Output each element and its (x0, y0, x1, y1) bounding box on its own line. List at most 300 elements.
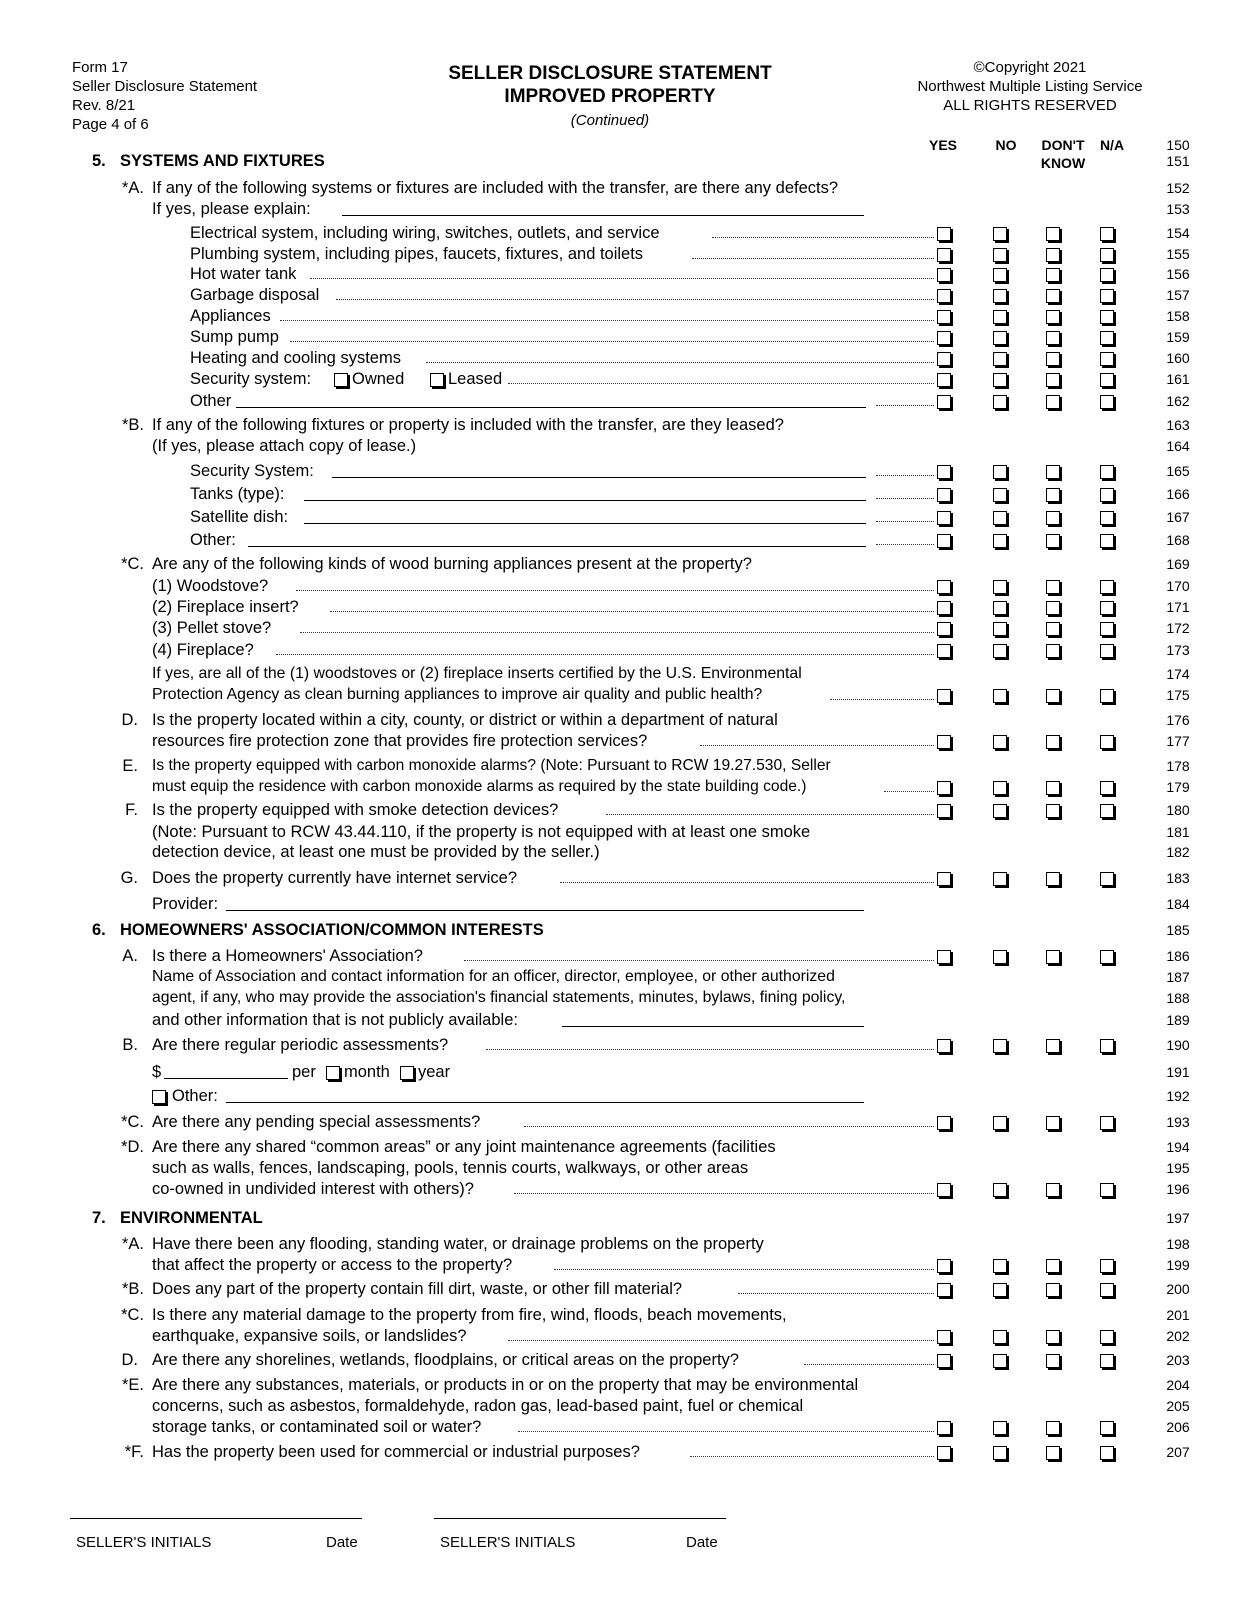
line-number: 207 (1166, 1444, 1190, 1460)
line-number: 151 (1166, 153, 1190, 169)
col-yes: YES (928, 137, 957, 153)
seller-initials-label-2: SELLER'S INITIALS (440, 1534, 576, 1551)
line-number: 166 (1166, 486, 1190, 502)
question-text: Does any part of the property contain fill dirt, waste, or other fill material? (152, 1280, 683, 1298)
dont-know-checkbox[interactable] (1046, 601, 1060, 615)
question-note: (If yes, please attach copy of lease.) (152, 437, 417, 455)
organization: Northwest Multiple Listing Service (917, 78, 1143, 95)
title-line-1: SELLER DISCLOSURE STATEMENT (448, 63, 772, 84)
na-checkbox[interactable] (1100, 1116, 1114, 1130)
na-checkbox[interactable] (1100, 689, 1114, 703)
na-checkbox[interactable] (1100, 1283, 1114, 1297)
line-number: 198 (1166, 1236, 1190, 1252)
form-name: Seller Disclosure Statement (72, 78, 258, 95)
leader-dots (876, 483, 934, 499)
question-7f (0, 1441, 1252, 1463)
na-checkbox[interactable] (1100, 268, 1114, 282)
line-number: 171 (1166, 599, 1190, 615)
item-leased-tanks (0, 483, 1252, 505)
section-5-heading (0, 150, 1252, 172)
no-checkbox[interactable] (993, 534, 1007, 548)
na-checkbox[interactable] (1100, 227, 1114, 241)
dont-know-checkbox[interactable] (1046, 580, 1060, 594)
year-checkbox[interactable] (400, 1066, 414, 1080)
na-checkbox[interactable] (1100, 735, 1114, 749)
yes-checkbox[interactable] (937, 534, 951, 548)
na-checkbox[interactable] (1100, 352, 1114, 366)
dont-know-checkbox[interactable] (1046, 1354, 1060, 1368)
dont-know-checkbox[interactable] (1046, 1183, 1060, 1197)
dont-know-checkbox[interactable] (1046, 1039, 1060, 1053)
question-text: storage tanks, or contaminated soil or water? (152, 1418, 482, 1436)
section-number: 7. (92, 1209, 106, 1227)
seller-initials-line-1[interactable] (70, 1518, 362, 1519)
question-text: Are any of the following kinds of wood burning appliances present at the property? (152, 555, 752, 573)
no-checkbox[interactable] (993, 1116, 1007, 1130)
item-label: Plumbing system, including pipes, faucets, fixtures, and toilets (190, 245, 644, 263)
no-checkbox[interactable] (993, 689, 1007, 703)
dont-know-checkbox[interactable] (1046, 1446, 1060, 1460)
yes-checkbox[interactable] (937, 289, 951, 303)
leased-checkbox[interactable] (430, 373, 444, 387)
no-checkbox[interactable] (993, 373, 1007, 387)
dont-know-checkbox[interactable] (1046, 1330, 1060, 1344)
item-security-system (0, 368, 1252, 390)
question-5e (0, 755, 1252, 777)
no-checkbox[interactable] (993, 1039, 1007, 1053)
na-checkbox[interactable] (1100, 950, 1114, 964)
no-checkbox[interactable] (993, 735, 1007, 749)
yes-checkbox[interactable] (937, 622, 951, 636)
dont-know-checkbox[interactable] (1046, 534, 1060, 548)
line-number: 159 (1166, 329, 1190, 345)
line-number: 177 (1166, 733, 1190, 749)
na-checkbox[interactable] (1100, 331, 1114, 345)
line-number: 164 (1166, 438, 1190, 454)
leader-dots (830, 684, 934, 700)
yes-checkbox[interactable] (937, 601, 951, 615)
item-label: Security System: (190, 462, 314, 480)
dont-know-checkbox[interactable] (1046, 310, 1060, 324)
yes-checkbox[interactable] (937, 1446, 951, 1460)
yes-checkbox[interactable] (937, 373, 951, 387)
line-number: 152 (1166, 180, 1190, 196)
item-fireplace (0, 639, 1252, 661)
item-leased-security (0, 460, 1252, 482)
item-heating-cooling (0, 347, 1252, 369)
item-woodstove (0, 575, 1252, 597)
na-checkbox[interactable] (1100, 395, 1114, 409)
no-checkbox[interactable] (993, 331, 1007, 345)
line-number: 203 (1166, 1352, 1190, 1368)
na-checkbox[interactable] (1100, 1421, 1114, 1435)
other-checkbox[interactable] (152, 1090, 166, 1104)
leader-dots (518, 1416, 934, 1432)
yes-checkbox[interactable] (937, 781, 951, 795)
no-checkbox[interactable] (993, 1421, 1007, 1435)
no-checkbox[interactable] (993, 511, 1007, 525)
na-checkbox[interactable] (1100, 373, 1114, 387)
yes-checkbox[interactable] (937, 331, 951, 345)
dont-know-checkbox[interactable] (1046, 689, 1060, 703)
owned-checkbox[interactable] (334, 373, 348, 387)
na-checkbox[interactable] (1100, 310, 1114, 324)
rights: ALL RIGHTS RESERVED (943, 97, 1117, 114)
line-number: 192 (1166, 1088, 1190, 1104)
yes-checkbox[interactable] (937, 1039, 951, 1053)
no-checkbox[interactable] (993, 227, 1007, 241)
date-label-1: Date (326, 1534, 358, 1551)
section-number: 5. (92, 152, 106, 170)
item-label: Security system: (190, 370, 312, 388)
owned-label: Owned (352, 370, 405, 388)
yes-checkbox[interactable] (937, 1421, 951, 1435)
question-7a-2 (0, 1254, 1252, 1276)
item-plumbing (0, 243, 1252, 265)
no-checkbox[interactable] (993, 310, 1007, 324)
question-marker: F. (125, 801, 138, 819)
dont-know-checkbox[interactable] (1046, 268, 1060, 282)
no-checkbox[interactable] (993, 644, 1007, 658)
line-number: 182 (1166, 844, 1190, 860)
question-marker: *C. (121, 555, 144, 573)
dont-know-checkbox[interactable] (1046, 872, 1060, 886)
dont-know-checkbox[interactable] (1046, 373, 1060, 387)
dont-know-checkbox[interactable] (1046, 1116, 1060, 1130)
yes-checkbox[interactable] (937, 488, 951, 502)
yes-checkbox[interactable] (937, 1283, 951, 1297)
dont-know-checkbox[interactable] (1046, 622, 1060, 636)
line-number: 179 (1166, 779, 1190, 795)
item-fireplace-insert (0, 596, 1252, 618)
yes-checkbox[interactable] (937, 872, 951, 886)
no-checkbox[interactable] (993, 601, 1007, 615)
dont-know-checkbox[interactable] (1046, 331, 1060, 345)
question-7a (0, 1233, 1252, 1255)
continued-label: (Continued) (570, 112, 650, 129)
yes-checkbox[interactable] (937, 735, 951, 749)
no-checkbox[interactable] (993, 1446, 1007, 1460)
yes-checkbox[interactable] (937, 268, 951, 282)
question-text: co-owned in undivided interest with others)? (152, 1180, 474, 1198)
other-field[interactable] (236, 390, 866, 408)
no-checkbox[interactable] (993, 352, 1007, 366)
section-number: 6. (92, 921, 106, 939)
question-5a (0, 177, 1252, 199)
line-number: 169 (1166, 556, 1190, 572)
dont-know-checkbox[interactable] (1046, 950, 1060, 964)
question-7c-2 (0, 1325, 1252, 1347)
question-text: and other information that is not publicly available: (152, 1011, 518, 1029)
other-field[interactable] (248, 529, 866, 547)
na-checkbox[interactable] (1100, 622, 1114, 636)
question-text: Has the property been used for commercial or industrial purposes? (152, 1443, 640, 1461)
no-checkbox[interactable] (993, 804, 1007, 818)
na-checkbox[interactable] (1100, 1183, 1114, 1197)
dont-know-checkbox[interactable] (1046, 804, 1060, 818)
question-note: (Note: Pursuant to RCW 43.44.110, if the property is not equipped with at least one smoke (152, 823, 811, 841)
na-checkbox[interactable] (1100, 781, 1114, 795)
explain-field[interactable] (342, 198, 864, 216)
na-checkbox[interactable] (1100, 534, 1114, 548)
question-marker: *C. (121, 1306, 144, 1324)
tanks-field[interactable] (304, 483, 866, 501)
question-marker: *B. (121, 416, 144, 434)
no-checkbox[interactable] (993, 1330, 1007, 1344)
question-text: If any of the following fixtures or property is included with the transfer, are they leased? (152, 416, 784, 434)
na-checkbox[interactable] (1100, 601, 1114, 615)
line-number: 194 (1166, 1139, 1190, 1155)
line-number: 196 (1166, 1181, 1190, 1197)
question-text: Does the property currently have internet service? (152, 869, 518, 887)
line-number: 205 (1166, 1398, 1190, 1414)
security-field[interactable] (332, 460, 866, 478)
line-number: 206 (1166, 1419, 1190, 1435)
yes-checkbox[interactable] (937, 1116, 951, 1130)
page-number: Page 4 of 6 (72, 116, 149, 133)
association-field[interactable] (562, 1009, 864, 1027)
question-text: concerns, such as asbestos, formaldehyde, radon gas, lead-based paint, fuel or chemical (152, 1397, 804, 1415)
no-checkbox[interactable] (993, 580, 1007, 594)
question-text: Is the property located within a city, county, or district or within a department of natural (152, 711, 778, 729)
na-checkbox[interactable] (1100, 511, 1114, 525)
question-text: Is the property equipped with smoke detection devices? (152, 801, 559, 819)
item-label: Satellite dish: (190, 508, 289, 526)
question-marker: D. (121, 1351, 138, 1369)
na-checkbox[interactable] (1100, 1330, 1114, 1344)
question-text: Is the property equipped with carbon monoxide alarms? (Note: Pursuant to RCW 19.27.530, Seller (152, 757, 831, 774)
line-number: 158 (1166, 308, 1190, 324)
question-marker: *C. (121, 1113, 144, 1131)
question-5d-2 (0, 730, 1252, 752)
yes-checkbox[interactable] (937, 1183, 951, 1197)
line-number: 154 (1166, 225, 1190, 241)
item-label: (3) Pellet stove? (152, 619, 272, 637)
question-text: Are there regular periodic assessments? (152, 1036, 449, 1054)
question-6d-2 (0, 1157, 1252, 1179)
no-checkbox[interactable] (993, 488, 1007, 502)
item-leased-other (0, 529, 1252, 551)
seller-initials-line-2[interactable] (434, 1518, 726, 1519)
yes-checkbox[interactable] (937, 1259, 951, 1273)
line-number: 188 (1166, 990, 1190, 1006)
section-title: ENVIRONMENTAL (120, 1209, 263, 1227)
leader-dots (884, 776, 934, 792)
na-checkbox[interactable] (1100, 248, 1114, 262)
question-marker: *B. (121, 1280, 144, 1298)
line-number: 163 (1166, 417, 1190, 433)
satellite-field[interactable] (304, 506, 866, 524)
yes-checkbox[interactable] (937, 580, 951, 594)
dont-know-checkbox[interactable] (1046, 511, 1060, 525)
item-label: Appliances (190, 307, 271, 325)
no-checkbox[interactable] (993, 1354, 1007, 1368)
dollar-sign: $ (152, 1063, 162, 1081)
month-label: month (344, 1063, 390, 1081)
item-other (0, 390, 1252, 412)
provider-label: Provider: (152, 895, 219, 913)
question-7e-3 (0, 1416, 1252, 1438)
item-garbage-disposal (0, 284, 1252, 306)
question-text: Is there any material damage to the property from fire, wind, floods, beach movements, (152, 1306, 787, 1324)
line-number: 181 (1166, 824, 1190, 840)
line-number: 162 (1166, 393, 1190, 409)
line-number: 172 (1166, 620, 1190, 636)
yes-checkbox[interactable] (937, 227, 951, 241)
section-title: SYSTEMS AND FIXTURES (120, 152, 325, 170)
na-checkbox[interactable] (1100, 465, 1114, 479)
question-marker: *D. (121, 1138, 144, 1156)
dont-know-checkbox[interactable] (1046, 465, 1060, 479)
question-text: Are there any shared “common areas” or any joint maintenance agreements (facilities (152, 1138, 776, 1156)
item-label: Heating and cooling systems (190, 349, 401, 367)
dont-know-checkbox[interactable] (1046, 781, 1060, 795)
line-number: 191 (1166, 1064, 1190, 1080)
line-number: 184 (1166, 896, 1190, 912)
item-sump-pump (0, 326, 1252, 348)
dont-know-checkbox[interactable] (1046, 352, 1060, 366)
yes-checkbox[interactable] (937, 395, 951, 409)
yes-checkbox[interactable] (937, 804, 951, 818)
no-checkbox[interactable] (993, 1283, 1007, 1297)
dont-know-checkbox[interactable] (1046, 644, 1060, 658)
seller-initials-label-1: SELLER'S INITIALS (76, 1534, 212, 1551)
line-number: 185 (1166, 922, 1190, 938)
leader-dots (524, 1111, 934, 1127)
no-checkbox[interactable] (993, 268, 1007, 282)
yes-checkbox[interactable] (937, 950, 951, 964)
question-text: agent, if any, who may provide the association's financial statements, minutes, bylaws, fining policy, (152, 989, 846, 1006)
col-dont-know-line1: DON'T (1041, 137, 1085, 153)
question-text: such as walls, fences, landscaping, pools, tennis courts, walkways, or other areas (152, 1159, 749, 1177)
no-checkbox[interactable] (993, 1259, 1007, 1273)
dont-know-checkbox[interactable] (1046, 289, 1060, 303)
na-checkbox[interactable] (1100, 289, 1114, 303)
leader-dots (712, 222, 934, 238)
yes-checkbox[interactable] (937, 511, 951, 525)
na-checkbox[interactable] (1100, 1446, 1114, 1460)
na-checkbox[interactable] (1100, 644, 1114, 658)
line-number: 193 (1166, 1114, 1190, 1130)
leader-dots (876, 460, 934, 476)
question-6a-4 (0, 1009, 1252, 1031)
question-7b (0, 1278, 1252, 1300)
dont-know-checkbox[interactable] (1046, 1259, 1060, 1273)
per-label: per (292, 1063, 316, 1081)
no-checkbox[interactable] (993, 289, 1007, 303)
yes-checkbox[interactable] (937, 310, 951, 324)
question-6d (0, 1136, 1252, 1158)
leader-dots (738, 1278, 934, 1294)
question-5g (0, 867, 1252, 889)
leader-dots (486, 1034, 934, 1050)
question-7e (0, 1374, 1252, 1396)
year-label: year (418, 1063, 451, 1081)
line-number: 167 (1166, 509, 1190, 525)
question-6b (0, 1034, 1252, 1056)
provider-field[interactable] (226, 893, 864, 911)
dont-know-checkbox[interactable] (1046, 1421, 1060, 1435)
form-info (72, 58, 257, 134)
question-marker: D. (121, 711, 138, 729)
line-number: 183 (1166, 870, 1190, 886)
na-checkbox[interactable] (1100, 580, 1114, 594)
section-7-heading (0, 1207, 1252, 1229)
question-text: Name of Association and contact information for an officer, director, employee, or other authorized (152, 968, 835, 985)
dont-know-checkbox[interactable] (1046, 735, 1060, 749)
line-number: 153 (1166, 201, 1190, 217)
dont-know-checkbox[interactable] (1046, 488, 1060, 502)
yes-checkbox[interactable] (937, 1330, 951, 1344)
no-checkbox[interactable] (993, 248, 1007, 262)
col-na: N/A (1099, 137, 1125, 153)
question-marker: *E. (121, 1376, 144, 1394)
yes-checkbox[interactable] (937, 689, 951, 703)
question-5e-2 (0, 776, 1252, 798)
no-checkbox[interactable] (993, 1183, 1007, 1197)
question-5f (0, 799, 1252, 821)
question-text: must equip the residence with carbon monoxide alarms as required by the state building code.) (152, 778, 807, 795)
question-marker: A. (122, 947, 138, 965)
leader-dots (692, 243, 934, 259)
date-label-2: Date (686, 1534, 718, 1551)
na-checkbox[interactable] (1100, 1039, 1114, 1053)
na-checkbox[interactable] (1100, 804, 1114, 818)
dont-know-checkbox[interactable] (1046, 227, 1060, 241)
leader-dots (336, 284, 934, 300)
amount-field[interactable] (164, 1061, 288, 1079)
na-checkbox[interactable] (1100, 1354, 1114, 1368)
month-checkbox[interactable] (326, 1066, 340, 1080)
leader-dots (804, 1349, 934, 1365)
form-revision: Rev. 8/21 (72, 97, 136, 114)
item-electrical (0, 222, 1252, 244)
col-dont-know-line2: KNOW (1040, 155, 1086, 171)
line-number: 150 (1166, 137, 1190, 153)
yes-checkbox[interactable] (937, 644, 951, 658)
no-checkbox[interactable] (993, 950, 1007, 964)
leader-dots (300, 617, 934, 633)
yes-checkbox[interactable] (937, 465, 951, 479)
na-checkbox[interactable] (1100, 1259, 1114, 1273)
item-label: (2) Fireplace insert? (152, 598, 299, 616)
no-checkbox[interactable] (993, 465, 1007, 479)
no-checkbox[interactable] (993, 872, 1007, 886)
line-number: 204 (1166, 1377, 1190, 1393)
dont-know-checkbox[interactable] (1046, 248, 1060, 262)
other-label: Other: (172, 1087, 218, 1105)
item-label: Tanks (type): (190, 485, 285, 503)
line-number: 173 (1166, 642, 1190, 658)
other-field[interactable] (226, 1085, 864, 1103)
line-number: 199 (1166, 1257, 1190, 1273)
na-checkbox[interactable] (1100, 872, 1114, 886)
no-checkbox[interactable] (993, 781, 1007, 795)
line-number: 161 (1166, 371, 1190, 387)
no-checkbox[interactable] (993, 395, 1007, 409)
line-number: 174 (1166, 666, 1190, 682)
question-text: Are there any pending special assessments? (152, 1113, 481, 1131)
yes-checkbox[interactable] (937, 1354, 951, 1368)
yes-checkbox[interactable] (937, 248, 951, 262)
na-checkbox[interactable] (1100, 488, 1114, 502)
dont-know-checkbox[interactable] (1046, 395, 1060, 409)
dont-know-checkbox[interactable] (1046, 1283, 1060, 1297)
yes-checkbox[interactable] (937, 352, 951, 366)
no-checkbox[interactable] (993, 622, 1007, 636)
leader-dots (508, 1325, 934, 1341)
leader-dots (876, 529, 934, 545)
